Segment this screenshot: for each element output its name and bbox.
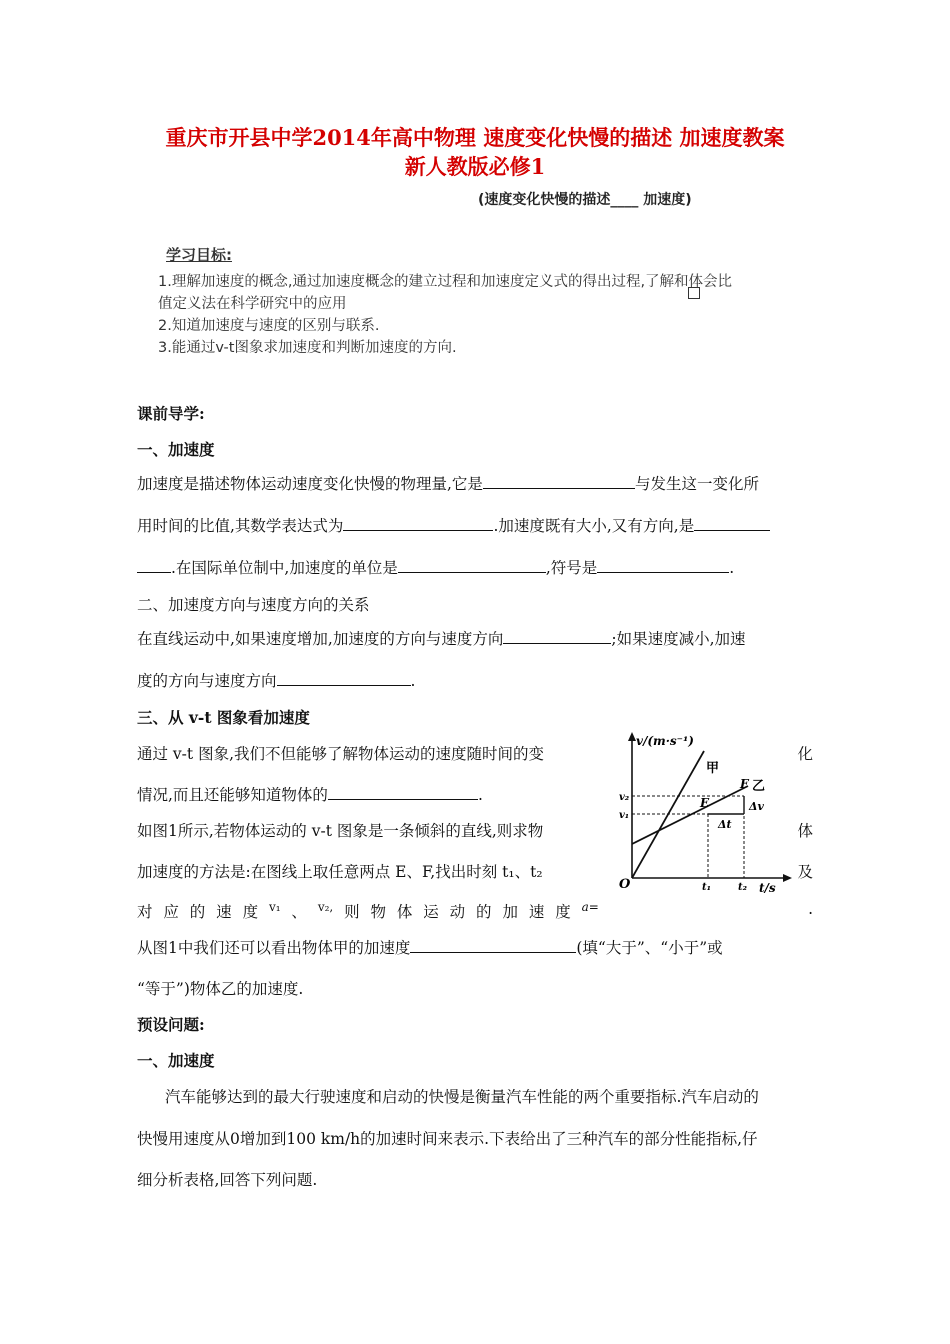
preset-p2: 快慢用速度从0增加到100 km/h的加速时间来表示.下表给出了三种汽车的部分性能指标,仔 xyxy=(137,1130,758,1148)
pre-study-heading: 课前导学: xyxy=(137,404,205,423)
char: 体 xyxy=(396,903,413,921)
char: 加 xyxy=(502,903,518,921)
s3-text3a: 如图1所示,若物体运动的 v-t 图象是一条倾斜的直线,则求物 xyxy=(137,822,544,840)
char: 度 xyxy=(555,903,571,921)
char: a= xyxy=(581,900,599,914)
preset-heading: 预设问题: xyxy=(137,1015,205,1034)
s2-text1a: 在直线运动中,如果速度增加,加速度的方向与速度方向 xyxy=(137,630,504,648)
s1-text1b: 与发生这一变化所 xyxy=(634,475,759,493)
s1-text3a: .在国际单位制中,加速度的单位是 xyxy=(171,559,398,577)
s2-line1 xyxy=(137,627,746,649)
char: v₁ xyxy=(268,900,281,914)
learning-goals xyxy=(158,244,798,359)
s3-text1b: 化 xyxy=(797,745,813,763)
char: 应 xyxy=(163,903,179,921)
y-axis-label: v/(m·s⁻¹) xyxy=(636,734,694,748)
char: 、 xyxy=(291,903,307,921)
s3-line5-chars xyxy=(137,900,599,922)
char: 则 xyxy=(344,903,360,921)
s2-text2b: . xyxy=(410,672,416,690)
x-axis-label: t/s xyxy=(759,881,776,895)
s3-line5 xyxy=(137,900,813,922)
s3-text6a: 从图1中我们还可以看出物体甲的加速度 xyxy=(137,939,411,957)
goal-item-1a: 1.理解加速度的概念,通过加速度概念的建立过程和加速度定义式的得出过程,了解和体会比 xyxy=(158,274,733,290)
char: 的 xyxy=(189,903,206,921)
label-yi: 乙 xyxy=(752,779,766,794)
fill-blank[interactable] xyxy=(410,936,576,953)
fill-blank[interactable] xyxy=(483,472,635,489)
document-title-line2: 新人教版必修1 xyxy=(404,154,546,179)
s3-line2 xyxy=(137,783,483,805)
goal-item-1b: 值定义法在科学研究中的应用 xyxy=(158,296,347,312)
s2-line2 xyxy=(137,669,415,691)
fill-blank[interactable] xyxy=(277,669,411,686)
s2-text2a: 度的方向与速度方向 xyxy=(137,672,277,690)
s1-text2b: .加速度既有大小,又有方向,是 xyxy=(493,517,695,535)
v1-label: v₁ xyxy=(619,810,630,821)
x-axis-arrow-icon xyxy=(783,874,792,882)
fill-blank[interactable] xyxy=(328,783,478,800)
s3-text3b: 体 xyxy=(797,822,813,840)
point-e-label: E xyxy=(700,796,710,810)
document-title-line1: 重庆市开县中学2014年高中物理 速度变化快慢的描述 加速度教案 xyxy=(165,125,785,150)
preset-section1-heading: 一、加速度 xyxy=(137,1051,215,1070)
char: 物 xyxy=(370,903,386,921)
label-jia: 甲 xyxy=(706,761,720,776)
char: 的 xyxy=(476,903,492,921)
s1-text3c: . xyxy=(729,559,735,577)
goals-heading: 学习目标: xyxy=(166,246,232,264)
lesson-subtitle: (速度变化快慢的描述____ 加速度) xyxy=(478,192,692,208)
fill-blank[interactable] xyxy=(137,556,171,573)
s1-text1a: 加速度是描述物体运动速度变化快慢的物理量,它是 xyxy=(137,475,483,493)
fill-blank[interactable] xyxy=(343,514,493,531)
s3-text6b: (填“大于”、“小于”或 xyxy=(576,939,723,957)
fill-blank[interactable] xyxy=(597,556,729,573)
checkbox-icon xyxy=(688,287,700,299)
s3-line6 xyxy=(137,936,723,958)
s3-text2b: . xyxy=(477,786,483,804)
char: v₂, xyxy=(317,900,334,914)
delta-v-label: Δv xyxy=(749,800,764,813)
v2-label: v₂ xyxy=(619,792,630,803)
section1-heading: 一、加速度 xyxy=(137,440,215,459)
fill-blank[interactable] xyxy=(503,627,611,644)
preset-p3: 细分析表格,回答下列问题. xyxy=(137,1171,318,1189)
char: 度 xyxy=(242,903,259,921)
s3-text4b: 及 xyxy=(797,863,813,881)
s1-text3b: ,符号是 xyxy=(545,559,598,577)
point-f-label: F xyxy=(740,777,749,791)
s3-text2a: 情况,而且还能够知道物体的 xyxy=(137,786,328,804)
fill-blank[interactable] xyxy=(694,514,770,531)
s1-line2 xyxy=(137,514,770,536)
goal-item-2: 2.知道加速度与速度的区别与联系. xyxy=(158,318,380,334)
char: 速 xyxy=(528,903,545,921)
char: 动 xyxy=(449,903,466,921)
s3-line7: “等于”)物体乙的加速度. xyxy=(137,980,304,998)
vt-graph xyxy=(616,726,796,896)
s2-text1b: ;如果速度减小,加速 xyxy=(611,630,746,648)
char: 速 xyxy=(216,903,232,921)
origin-label: O xyxy=(619,877,631,892)
section2-heading: 二、加速度方向与速度方向的关系 xyxy=(137,596,370,614)
preset-p1: 汽车能够达到的最大行驶速度和启动的快慢是衡量汽车性能的两个重要指标.汽车启动的 xyxy=(165,1088,759,1106)
delta-t-label: Δt xyxy=(718,818,732,831)
t1-label: t₁ xyxy=(702,882,711,893)
char: 运 xyxy=(423,903,439,921)
s3-text5-end: . xyxy=(808,900,813,918)
s1-line1 xyxy=(137,472,759,494)
line-yi xyxy=(632,786,748,844)
goal-item-3: 3.能通过v-t图象求加速度和判断加速度的方向. xyxy=(158,340,457,356)
s3-text1a: 通过 v-t 图象,我们不但能够了解物体运动的速度随时间的变 xyxy=(137,745,545,763)
y-axis-arrow-icon xyxy=(628,732,636,741)
s1-line3 xyxy=(137,556,734,578)
s1-text2a: 用时间的比值,其数学表达式为 xyxy=(137,517,344,535)
section3-heading: 三、从 v-t 图象看加速度 xyxy=(137,708,310,727)
t2-label: t₂ xyxy=(738,882,747,893)
fill-blank[interactable] xyxy=(398,556,546,573)
char: 对 xyxy=(137,903,153,921)
s3-text4a: 加速度的方法是:在图线上取任意两点 E、F,找出时刻 t₁、t₂ xyxy=(137,863,543,881)
